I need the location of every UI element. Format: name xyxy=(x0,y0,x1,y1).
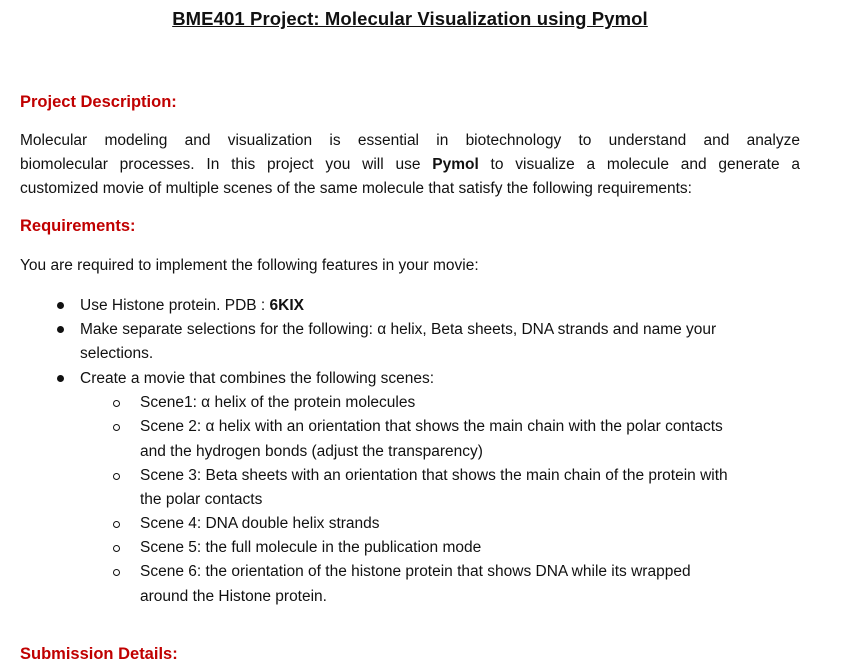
document-title: BME401 Project: Molecular Visualization using Pymol xyxy=(172,8,648,29)
hollow-bullet-icon xyxy=(113,400,120,407)
scene-3-line-2: the polar contacts xyxy=(140,491,263,508)
hollow-bullet-icon xyxy=(113,424,120,431)
description-line-3: customized movie of multiple scenes of the same molecule that satisfy the following requirements: xyxy=(20,180,692,197)
hollow-bullet-icon xyxy=(113,521,120,528)
scene-2-line-1: Scene 2: α helix with an orientation that shows the main chain with the polar contacts xyxy=(140,418,723,435)
scene-6-line-2: around the Histone protein. xyxy=(140,588,327,605)
hollow-bullet-icon xyxy=(113,545,120,552)
bullet-histone-text xyxy=(80,294,304,318)
scene-6-line-1: Scene 6: the orientation of the histone protein that shows DNA while its wrapped xyxy=(140,563,691,580)
scene-2-line-2: and the hydrogen bonds (adjust the transparency) xyxy=(140,443,483,460)
bullet-dot-icon xyxy=(57,375,64,382)
hollow-bullet-icon xyxy=(113,473,120,480)
bullet-histone-pre: Use Histone protein. PDB : xyxy=(80,297,270,314)
pdb-id-bold: 6KIX xyxy=(269,297,304,314)
description-line-2 xyxy=(20,153,800,177)
scene-3-line-1: Scene 3: Beta sheets with an orientation that shows the main chain of the protein with xyxy=(140,467,728,484)
description-line-1: Molecular modeling and visualization is essential in biotechnology to understand and analyze xyxy=(20,132,800,149)
description-line-2-post: to visualize a molecule and generate a xyxy=(478,156,800,173)
description-line-2-pre: biomolecular processes. In this project you will use xyxy=(20,156,433,173)
bullet-movie-text: Create a movie that combines the following scenes: xyxy=(80,370,435,387)
next-section-heading: Submission Details: xyxy=(20,645,178,659)
bullet-selections-line-2: selections. xyxy=(80,345,154,362)
hollow-bullet-icon xyxy=(113,569,120,576)
requirements-intro: You are required to implement the following features in your movie: xyxy=(20,257,479,274)
project-description-heading: Project Description: xyxy=(20,93,177,111)
bullet-dot-icon xyxy=(57,302,64,309)
next-section-heading-clipped xyxy=(20,645,180,659)
scene-1-text: Scene1: α helix of the protein molecules xyxy=(140,394,416,411)
project-description-paragraph xyxy=(20,129,800,201)
scene-5-text: Scene 5: the full molecule in the publication mode xyxy=(140,539,482,556)
bullet-selections-line-1: Make separate selections for the following: α helix, Beta sheets, DNA strands and name your xyxy=(80,321,717,338)
pymol-bold: Pymol xyxy=(432,156,479,173)
bullet-dot-icon xyxy=(57,326,64,333)
requirements-heading: Requirements: xyxy=(20,217,136,235)
scene-4-text: Scene 4: DNA double helix strands xyxy=(140,515,380,532)
